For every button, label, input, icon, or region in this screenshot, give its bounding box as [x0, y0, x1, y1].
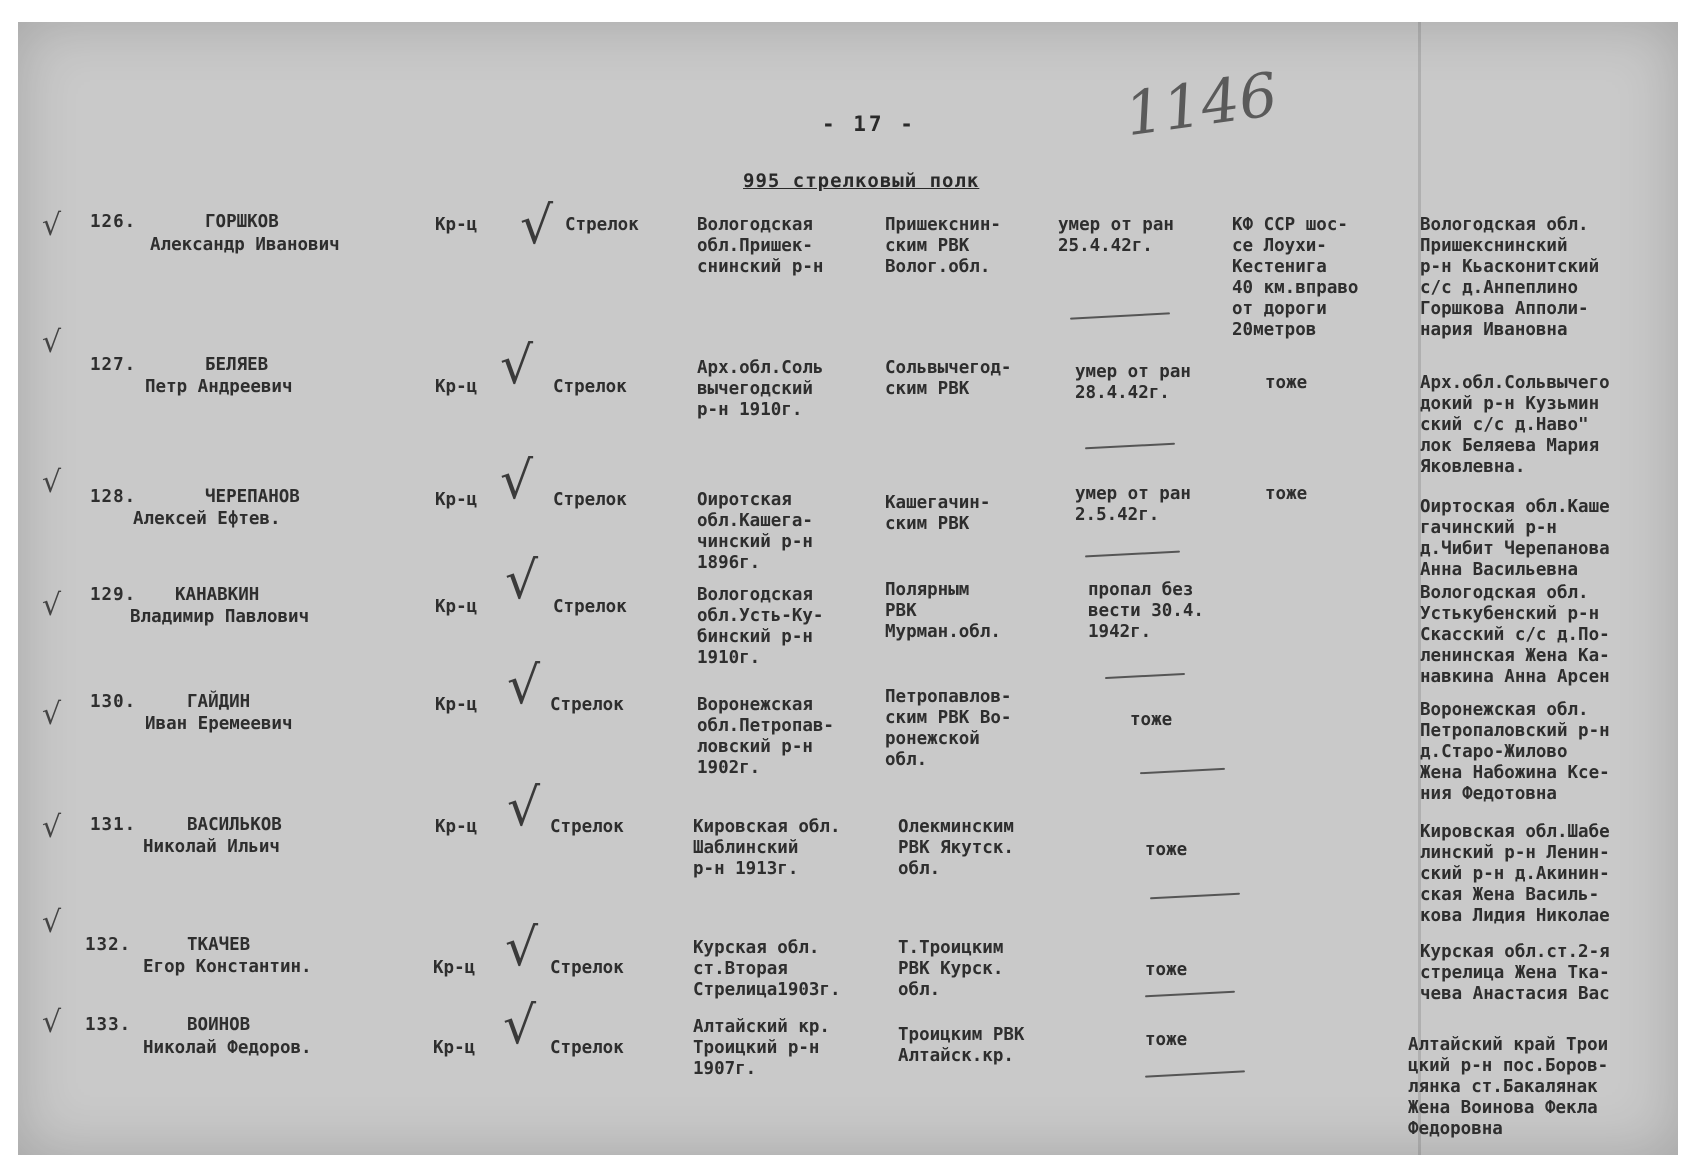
conscription-office: Т.Троицким РВК Курск. обл. — [898, 938, 1004, 1000]
surname: БЕЛЯЕВ — [205, 355, 269, 375]
position: Стрелок — [565, 215, 639, 235]
birthplace: Оиротская обл.Кашега- чинский р-н 1896г. — [697, 490, 813, 573]
entry-number: 130. — [90, 692, 137, 712]
margin-check-mark: √ — [42, 588, 62, 623]
given-names: Алексей Ефтев. — [133, 509, 281, 529]
relatives: Арх.обл.Сольвычего докий р-н Кузьмин ский с/с д.Наво" лок Беляева Мария Яковлевна. — [1420, 373, 1610, 477]
relatives: Оиртоская обл.Каше гачинский р-н д.Чибит Черепанова Анна Васильевна — [1420, 497, 1610, 580]
entry-number: 128. — [90, 487, 137, 507]
position: Стрелок — [553, 377, 627, 397]
surname: ТКАЧЕВ — [187, 935, 251, 955]
conscription-office: Петропавлов- ским РВК Во- ронежской обл. — [885, 687, 1012, 770]
margin-check-mark: √ — [42, 325, 62, 360]
check-mark: √ — [520, 196, 554, 256]
page-number: - 17 - — [822, 112, 916, 136]
fate: умер от ран 2.5.42г. — [1075, 484, 1191, 525]
regiment-title: 995 стрелковый полк — [743, 170, 980, 192]
surname: КАНАВКИН — [175, 585, 260, 605]
rank: Кр-ц — [435, 695, 478, 715]
fate: тоже — [1130, 710, 1173, 730]
position: Стрелок — [553, 490, 627, 510]
relatives: Вологодская обл. Устькубенский р-н Скасский с/с д.По- ленинская Жена Ка- навкина Анна Арсен — [1420, 583, 1610, 687]
entry-number: 126. — [90, 212, 137, 232]
burial-place: тоже — [1265, 484, 1308, 504]
conscription-office: Олекминским РВК Якутск. обл. — [898, 817, 1014, 879]
conscription-office: Кашегачин- ским РВК — [885, 493, 991, 534]
fate: тоже — [1145, 840, 1188, 860]
surname: ЧЕРЕПАНОВ — [205, 487, 300, 507]
check-mark: √ — [507, 656, 541, 716]
entry-number: 133. — [85, 1015, 132, 1035]
rank: Кр-ц — [435, 817, 478, 837]
margin-check-mark: √ — [42, 465, 62, 500]
birthplace: Алтайский кр. Троицкий р-н 1907г. — [693, 1017, 830, 1079]
check-mark: √ — [500, 336, 534, 396]
conscription-office: Троицким РВК Алтайск.кр. — [898, 1025, 1025, 1066]
margin-check-mark: √ — [42, 810, 62, 845]
check-mark: √ — [503, 996, 537, 1056]
conscription-office: Полярным РВК Мурман.обл. — [885, 580, 1001, 642]
position: Стрелок — [550, 958, 624, 978]
relatives: Воронежская обл. Петропаловский р-н д.Старо-Жилово Жена Набожина Ксе- ния Федотовна — [1420, 700, 1610, 804]
burial-place: КФ ССР шос- се Лоухи- Кестенига 40 км.вправо от дороги 20метров — [1232, 215, 1359, 340]
relatives: Кировская обл.Шабе линский р-н Ленин- ский р-н д.Акинин- ская Жена Василь- кова Лидия Николае — [1420, 822, 1610, 926]
rank: Кр-ц — [435, 215, 478, 235]
given-names: Николай Федоров. — [143, 1038, 312, 1058]
given-names: Николай Ильич — [143, 837, 280, 857]
check-mark: √ — [500, 451, 534, 511]
handwritten-annotation: 1146 — [1120, 59, 1282, 151]
position: Стрелок — [550, 695, 624, 715]
margin-check-mark: √ — [42, 905, 62, 940]
birthplace: Вологодская обл.Пришек- снинский р-н — [697, 215, 824, 277]
fate: тоже — [1145, 1030, 1188, 1050]
birthplace: Арх.обл.Соль вычегодский р-н 1910г. — [697, 358, 824, 420]
birthplace: Воронежская обл.Петропав- ловский р-н 1902г. — [697, 695, 834, 778]
position: Стрелок — [550, 817, 624, 837]
surname: ВАСИЛЬКОВ — [187, 815, 282, 835]
check-mark: √ — [507, 778, 541, 838]
conscription-office: Сольвычегод- ским РВК — [885, 358, 1012, 399]
entry-number: 127. — [90, 355, 137, 375]
entry-number: 129. — [90, 585, 137, 605]
birthplace: Кировская обл. Шаблинский р-н 1913г. — [693, 817, 841, 879]
rank: Кр-ц — [433, 1038, 476, 1058]
rank: Кр-ц — [435, 377, 478, 397]
fate: тоже — [1145, 960, 1188, 980]
margin-check-mark: √ — [42, 208, 62, 243]
given-names: Александр Иванович — [150, 235, 340, 255]
relatives: Курская обл.ст.2-я стрелица Жена Тка- чева Анастасия Вас — [1420, 942, 1610, 1004]
position: Стрелок — [553, 597, 627, 617]
surname: ВОИНОВ — [187, 1015, 251, 1035]
burial-place: тоже — [1265, 373, 1308, 393]
position: Стрелок — [550, 1038, 624, 1058]
rank: Кр-ц — [435, 490, 478, 510]
margin-check-mark: √ — [42, 1005, 62, 1040]
birthplace: Вологодская обл.Усть-Ку- бинский р-н 1910г. — [697, 585, 824, 668]
given-names: Егор Константин. — [143, 957, 312, 977]
fate: пропал без вести 30.4. 1942г. — [1088, 580, 1204, 642]
rank: Кр-ц — [435, 597, 478, 617]
relatives: Алтайский край Трои цкий р-н пос.Боров- лянка ст.Бакалянак Жена Воинова Фекла Федоровна — [1408, 1035, 1609, 1139]
birthplace: Курская обл. ст.Вторая Стрелица1903г. — [693, 938, 841, 1000]
given-names: Иван Еремеевич — [145, 714, 293, 734]
rank: Кр-ц — [433, 958, 476, 978]
given-names: Петр Андреевич — [145, 377, 293, 397]
entry-number: 132. — [85, 935, 132, 955]
margin-check-mark: √ — [42, 697, 62, 732]
surname: ГАЙДИН — [187, 692, 251, 712]
given-names: Владимир Павлович — [130, 607, 310, 627]
conscription-office: Пришекснин- ским РВК Волог.обл. — [885, 215, 1001, 277]
relatives: Вологодская обл. Пришекснинский р-н Кьасконитский с/с д.Анпеплино Горшкова Апполи- нария Ивановна — [1420, 215, 1600, 340]
check-mark: √ — [505, 551, 539, 611]
fate: умер от ран 28.4.42г. — [1075, 362, 1191, 403]
entry-number: 131. — [90, 815, 137, 835]
check-mark: √ — [505, 918, 539, 978]
surname: ГОРШКОВ — [205, 212, 279, 232]
fate: умер от ран 25.4.42г. — [1058, 215, 1174, 256]
